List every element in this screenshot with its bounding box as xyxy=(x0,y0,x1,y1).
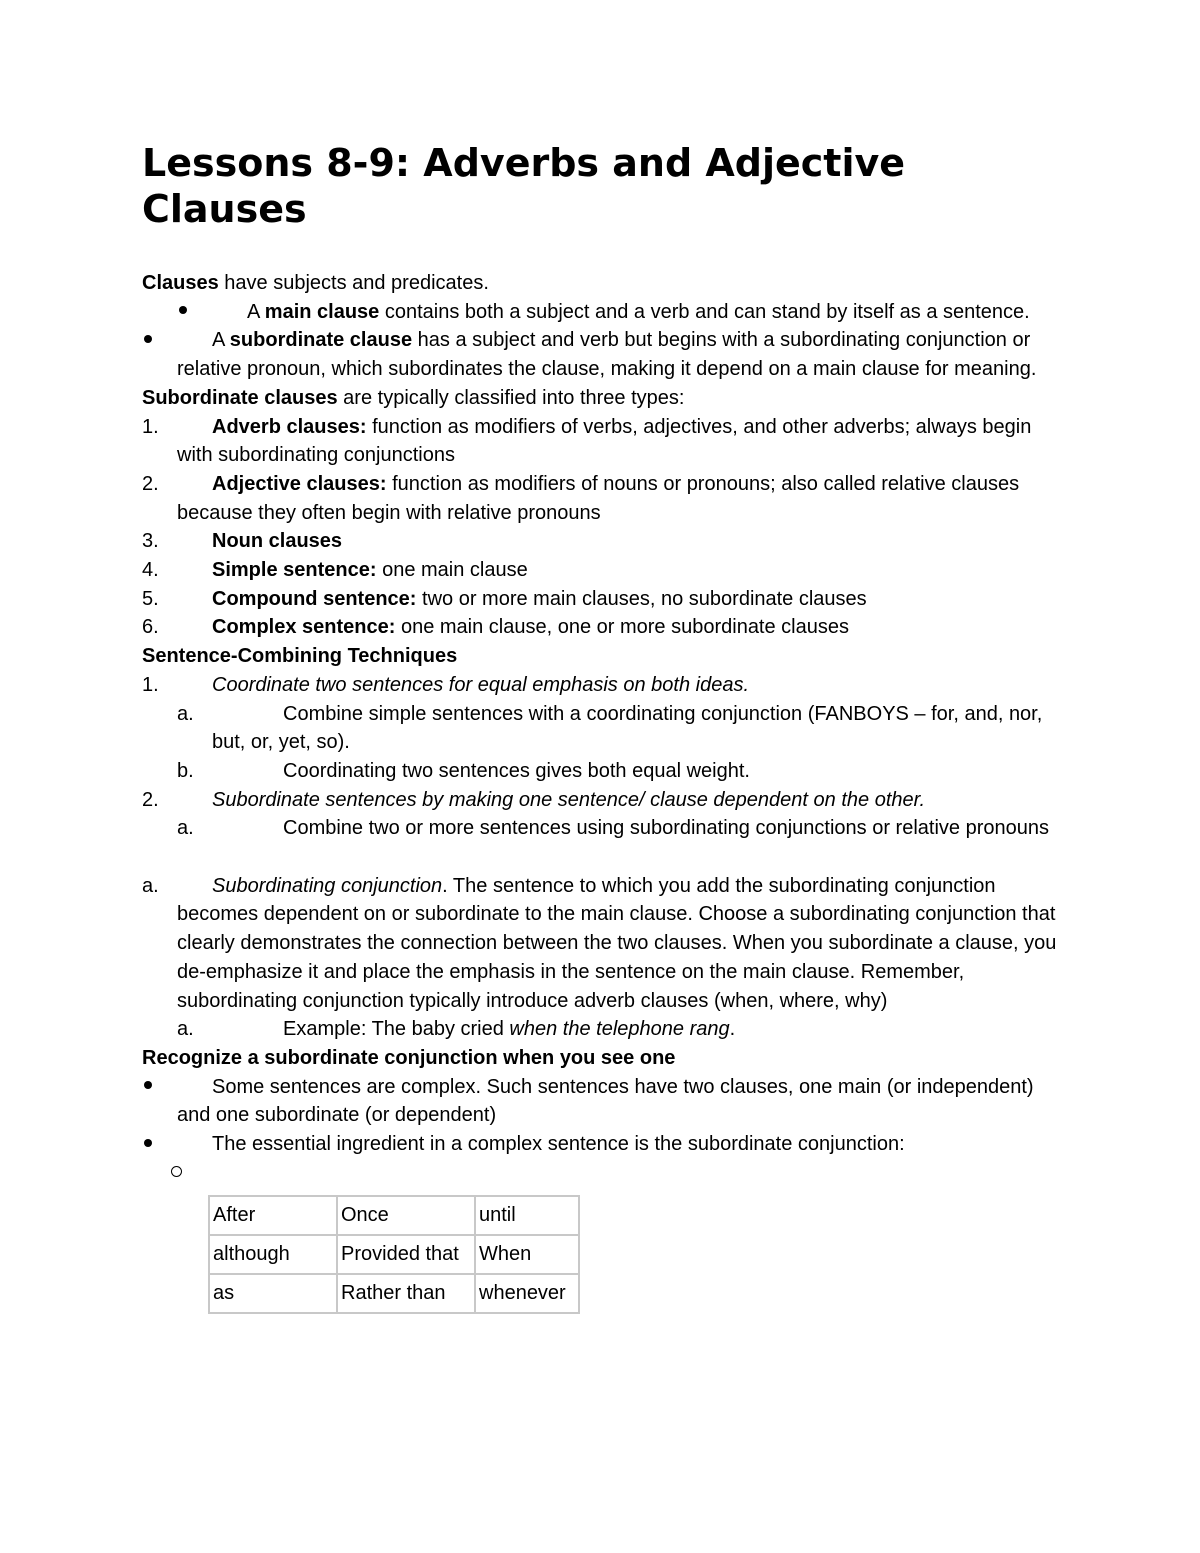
table-cell: After xyxy=(209,1196,337,1235)
circle-bullet-line xyxy=(142,1159,1067,1188)
page-title: Lessons 8-9: Adverbs and Adjective Clauses xyxy=(142,141,906,231)
circle-bullet-icon xyxy=(171,1166,182,1177)
table-cell: although xyxy=(209,1235,337,1274)
type-item: 4. Simple sentence: one main clause xyxy=(142,559,528,582)
bullet-icon xyxy=(144,335,152,343)
table-cell: When xyxy=(475,1235,579,1274)
table-row xyxy=(209,1196,579,1235)
table-row xyxy=(209,1235,579,1274)
table-cell: Provided that xyxy=(337,1235,475,1274)
document-page xyxy=(142,140,1067,1314)
clause-bullet: A main clause contains both a subject and a verb and can stand by itself as a sentence. xyxy=(142,298,1067,327)
intro-line xyxy=(142,269,1067,298)
table-cell: whenever xyxy=(475,1274,579,1313)
recognize-bullet: The essential ingredient in a complex sentence is the subordinate conjunction: xyxy=(142,1130,1067,1159)
recognize-heading: Recognize a subordinate conjunction when you see one xyxy=(142,1046,676,1069)
recognize-bullet: Some sentences are complex. Such sentences have two clauses, one main (or independent) and one subordinate (or dependent) xyxy=(142,1073,1067,1130)
types-intro: Subordinate clauses are typically classified into three types: xyxy=(142,386,685,409)
type-item: 3. Noun clauses xyxy=(142,530,343,553)
type-item: 2. Adjective clauses: function as modifiers of nouns or pronouns; also called relative clauses because they often begin with relative pronouns xyxy=(142,472,1020,524)
intro-bold: Clauses xyxy=(142,272,219,294)
table-cell: as xyxy=(209,1274,337,1313)
bullet-icon xyxy=(144,1139,152,1147)
bullet-icon xyxy=(144,1081,152,1089)
table-cell: until xyxy=(475,1196,579,1235)
techniques-heading: Sentence-Combining Techniques xyxy=(142,645,458,668)
technique-item: 2. Subordinate sentences by making one sentence/ clause dependent on the other. xyxy=(142,788,926,811)
blank-line xyxy=(142,843,1067,872)
technique-sub-item: b. Coordinating two sentences gives both equal weight. xyxy=(177,759,750,782)
table-cell: Once xyxy=(337,1196,475,1235)
conjunction-table xyxy=(208,1195,580,1314)
table-row xyxy=(209,1274,579,1313)
type-item: 1. Adverb clauses: function as modifiers of verbs, adjectives, and other adverbs; always begin with subordinating conjunctions xyxy=(142,415,1032,467)
type-item: 5. Compound sentence: two or more main clauses, no subordinate clauses xyxy=(142,587,867,610)
intro-rest: have subjects and predicates. xyxy=(218,272,489,294)
technique-sub-item: a. Combine simple sentences with a coordinating conjunction (FANBOYS – for, and, nor, but, or, yet, so). xyxy=(177,702,1043,754)
table-cell: Rather than xyxy=(337,1274,475,1313)
technique-sub-item: a. Combine two or more sentences using subordinating conjunctions or relative pronouns xyxy=(177,817,1049,840)
subordinating-conjunction-item: a. Subordinating conjunction. The sentence to which you add the subordinating conjunction becomes dependent on or subordinate to the main clause. Choose a subordinating conjunction that clearly demonstrates the connection between the two clauses. When you subordinate a clause, you de-emphasize it and place the emphasis in the sentence on the main clause. Remember, subordinating conjunction typically introduce adverb clauses (when, where, why) xyxy=(142,874,1057,1012)
clause-bullet: A subordinate clause has a subject and verb but begins with a subordinating conjunction or relative pronoun, which subordinates the clause, making it depend on a main clause for meaning. xyxy=(142,326,1067,383)
example-item: a. Example: The baby cried when the telephone rang. xyxy=(177,1018,736,1041)
technique-item: 1. Coordinate two sentences for equal emphasis on both ideas. xyxy=(142,673,750,696)
type-item: 6. Complex sentence: one main clause, one or more subordinate clauses xyxy=(142,616,849,639)
bullet-icon xyxy=(179,306,187,314)
